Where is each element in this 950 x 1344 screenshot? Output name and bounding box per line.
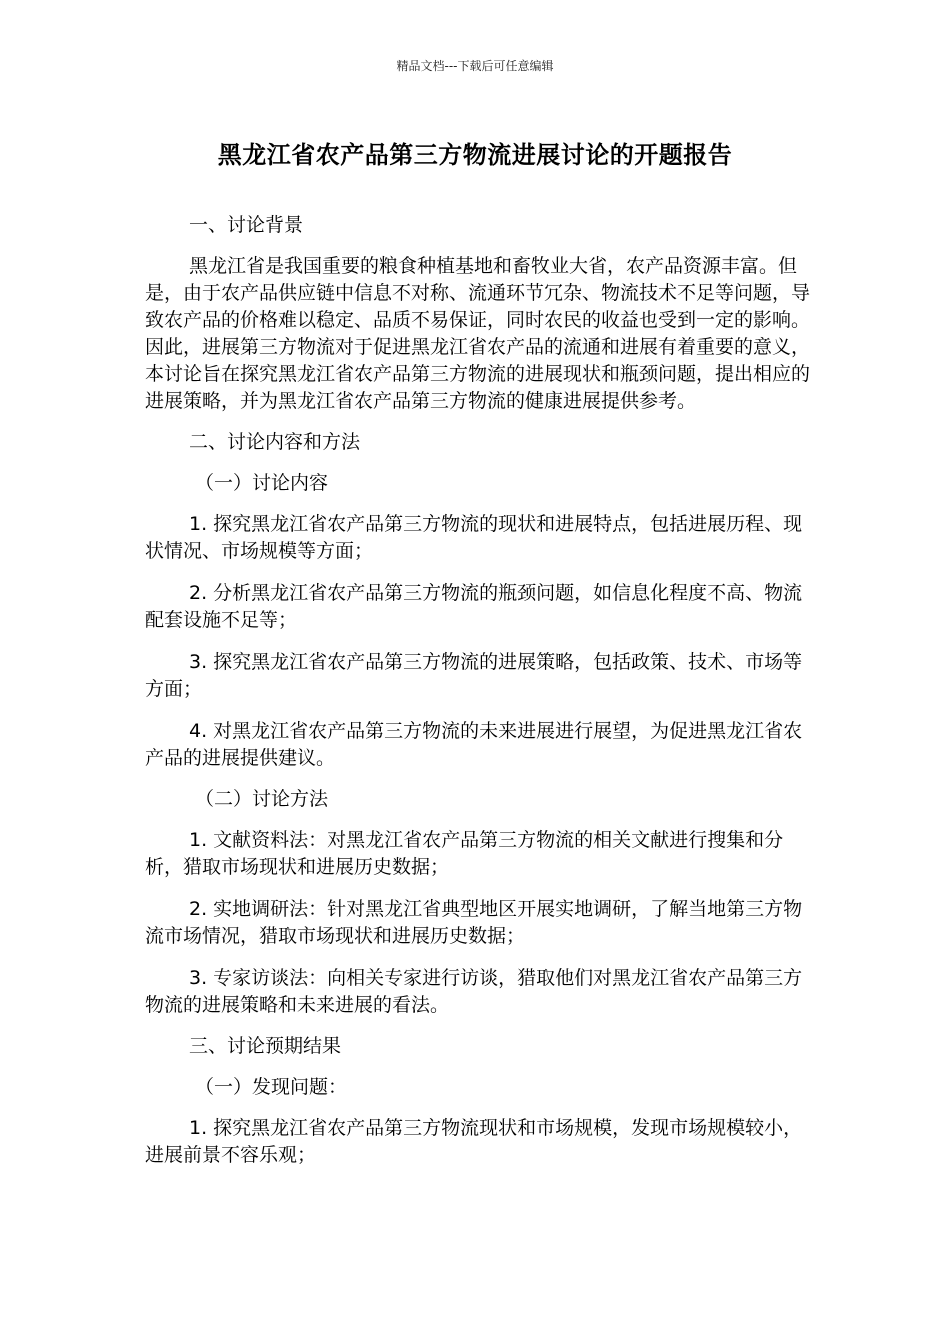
section-heading-expected-results: 三、讨论预期结果 [189,1035,342,1057]
document-body [145,212,810,1169]
method-item: 2. 实地调研法：针对黑龙江省典型地区开展实地调研，了解当地第三方物流市场情况，猎取市场现状和进展历史数据； [145,898,803,947]
background-paragraph: 黑龙江省是我国重要的粮食种植基地和畜牧业大省，农产品资源丰富。但是，由于农产品供应链中信息不对称、流通环节冗杂、物流技术不足等问题，导致农产品的价格难以稳定、品质不易保证，同时农民的收益也受到一定的影响。因此，进展第三方物流对于促进黑龙江省农产品的流通和进展有着重要的意义，本讨论旨在探究黑龙江省农产品第三方物流的进展现状和瓶颈问题，提出相应的进展策略，并为黑龙江省农产品第三方物流的健康进展提供参考。 [145,255,811,412]
content-item: 1. 探究黑龙江省农产品第三方物流的现状和进展特点，包括进展历程、现状情况、市场规模等方面； [145,513,803,562]
method-item: 1. 文献资料法：对黑龙江省农产品第三方物流的相关文献进行搜集和分析，猎取市场现状和进展历史数据； [145,829,784,878]
content-item: 2. 分析黑龙江省农产品第三方物流的瓶颈问题，如信息化程度不高、物流配套设施不足等； [145,582,803,631]
finding-item: 1. 探究黑龙江省农产品第三方物流现状和市场规模，发现市场规模较小，进展前景不容乐观； [145,1117,803,1166]
content-item: 4. 对黑龙江省农产品第三方物流的未来进展进行展望，为促进黑龙江省农产品的进展提供建议。 [145,720,803,769]
subheading-methods: （二）讨论方法 [195,788,329,810]
header-note: 精品文档---下载后可任意编辑 [396,59,554,73]
content-item: 3. 探究黑龙江省农产品第三方物流的进展策略，包括政策、技术、市场等方面； [145,651,803,700]
section-heading-content-methods: 二、讨论内容和方法 [189,431,361,453]
subheading-content: （一）讨论内容 [195,472,329,494]
method-item: 3. 专家访谈法：向相关专家进行访谈，猎取他们对黑龙江省农产品第三方物流的进展策略和未来进展的看法。 [145,967,803,1016]
section-heading-background: 一、讨论背景 [189,214,304,236]
document-title: 黑龙江省农产品第三方物流进展讨论的开题报告 [217,141,733,169]
subheading-findings: （一）发现问题： [195,1076,348,1098]
